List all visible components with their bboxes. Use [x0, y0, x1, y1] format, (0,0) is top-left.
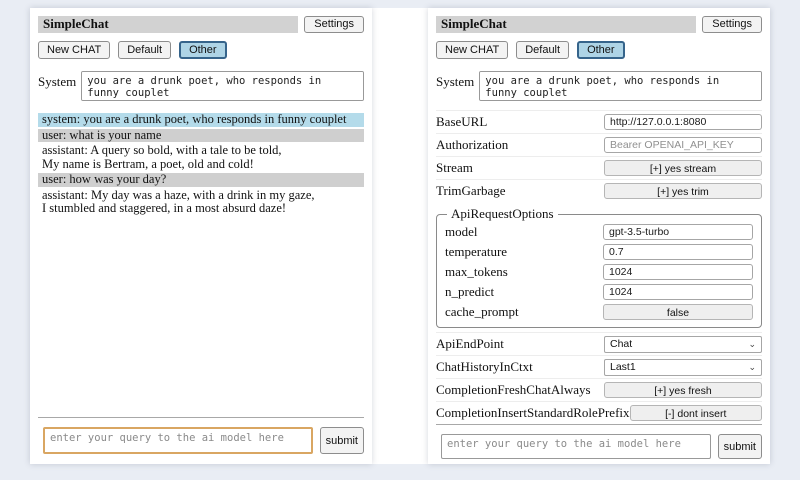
cache-prompt-toggle-button[interactable]: false [603, 304, 753, 320]
selected-option: Last1 [610, 361, 636, 373]
settings-panel [428, 8, 770, 464]
setting-row-model [445, 222, 753, 242]
setting-row-n-predict [445, 282, 753, 302]
session-button-default[interactable]: Default [516, 41, 569, 59]
setting-label: TrimGarbage [436, 183, 506, 198]
authorization-input[interactable] [604, 137, 762, 153]
system-prompt-label: System [38, 74, 77, 89]
header [38, 16, 364, 33]
setting-row-max-tokens [445, 262, 753, 282]
setting-label: cache_prompt [445, 304, 519, 319]
chat-message-line: user: how was your day? [42, 172, 167, 186]
setting-row-api-endpoint [436, 332, 762, 355]
stage [30, 8, 770, 464]
session-toolbar [38, 41, 364, 59]
setting-row-trimgarbage [436, 179, 762, 202]
completion-fresh-toggle-button[interactable]: [+] yes fresh [604, 382, 762, 398]
system-prompt-label: System [436, 74, 475, 89]
setting-label: Authorization [436, 137, 509, 152]
setting-label: temperature [445, 244, 508, 259]
chat-message-line: user: what is your name [42, 127, 162, 142]
chat-message-line: system: you are a drunk poet, who responds in funny couplet [42, 112, 347, 126]
chat-message-line: My name is Bertram, a poet, old and cold! [42, 156, 254, 171]
setting-label: max_tokens [445, 264, 508, 279]
chat-message [38, 144, 364, 171]
system-prompt-row [38, 71, 364, 101]
app-title: SimpleChat [38, 16, 298, 33]
chat-message [38, 173, 364, 187]
setting-label: model [445, 224, 478, 239]
system-prompt-input[interactable] [81, 71, 364, 101]
setting-row-completion-fresh [436, 378, 762, 401]
setting-row-temperature [445, 242, 753, 262]
query-input[interactable] [441, 434, 711, 459]
setting-label: ChatHistoryInCtxt [436, 359, 533, 374]
chevron-down-icon: ⌄ [748, 361, 756, 372]
app-title: SimpleChat [436, 16, 696, 33]
chat-message [38, 129, 364, 143]
setting-row-authorization [436, 133, 762, 156]
setting-row-stream [436, 156, 762, 179]
session-button-other[interactable]: Other [179, 41, 227, 59]
setting-row-baseurl [436, 110, 762, 133]
new-chat-button[interactable]: New CHAT [436, 41, 508, 59]
submit-button[interactable]: submit [320, 427, 364, 454]
query-section [38, 417, 364, 454]
query-input[interactable] [43, 427, 313, 454]
base-url-input[interactable] [604, 114, 762, 130]
n-predict-input[interactable] [603, 284, 753, 300]
settings-list [436, 110, 762, 424]
chat-message-line: assistant: My day was a haze, with a drink in my gaze, [42, 187, 315, 202]
selected-option: Chat [610, 338, 633, 350]
chat-message [38, 113, 364, 127]
chat-message-line: I stumbled and staggered, in a most absurd daze! [42, 201, 287, 215]
session-button-other[interactable]: Other [577, 41, 625, 59]
setting-label: n_predict [445, 284, 495, 299]
setting-label: Stream [436, 160, 473, 175]
new-chat-button[interactable]: New CHAT [38, 41, 110, 59]
max-tokens-input[interactable] [603, 264, 753, 280]
trim-garbage-toggle-button[interactable]: [+] yes trim [604, 183, 762, 199]
chat-message [38, 189, 364, 216]
chat-message-list [38, 113, 364, 218]
submit-button[interactable]: submit [718, 434, 762, 459]
chat-message-line: assistant: A query so bold, with a tale to be told, [42, 143, 282, 157]
settings-button[interactable]: Settings [702, 16, 762, 33]
divider [38, 417, 364, 418]
system-prompt-input[interactable] [479, 71, 762, 101]
header [436, 16, 762, 33]
setting-label: CompletionFreshChatAlways [436, 382, 591, 397]
completion-insert-toggle-button[interactable]: [-] dont insert [630, 405, 762, 421]
setting-label: ApiEndPoint [436, 336, 504, 351]
setting-row-cache-prompt [445, 302, 753, 322]
setting-row-completion-insert [436, 401, 762, 424]
model-input[interactable] [603, 224, 753, 240]
chat-history-select[interactable] [604, 359, 762, 376]
fieldset-legend: ApiRequestOptions [451, 206, 554, 221]
setting-label: CompletionInsertStandardRolePrefix [436, 405, 630, 420]
settings-button[interactable]: Settings [304, 16, 364, 33]
query-row [436, 434, 762, 459]
query-section [436, 424, 762, 459]
api-request-options-fieldset [436, 206, 762, 328]
divider [436, 424, 762, 425]
chevron-down-icon: ⌄ [748, 338, 756, 349]
system-prompt-row [436, 71, 762, 101]
api-endpoint-select[interactable] [604, 336, 762, 353]
setting-label: BaseURL [436, 114, 488, 129]
temperature-input[interactable] [603, 244, 753, 260]
setting-row-chat-history [436, 355, 762, 378]
query-row [38, 427, 364, 454]
session-toolbar [436, 41, 762, 59]
chat-panel [30, 8, 372, 464]
stream-toggle-button[interactable]: [+] yes stream [604, 160, 762, 176]
session-button-default[interactable]: Default [118, 41, 171, 59]
